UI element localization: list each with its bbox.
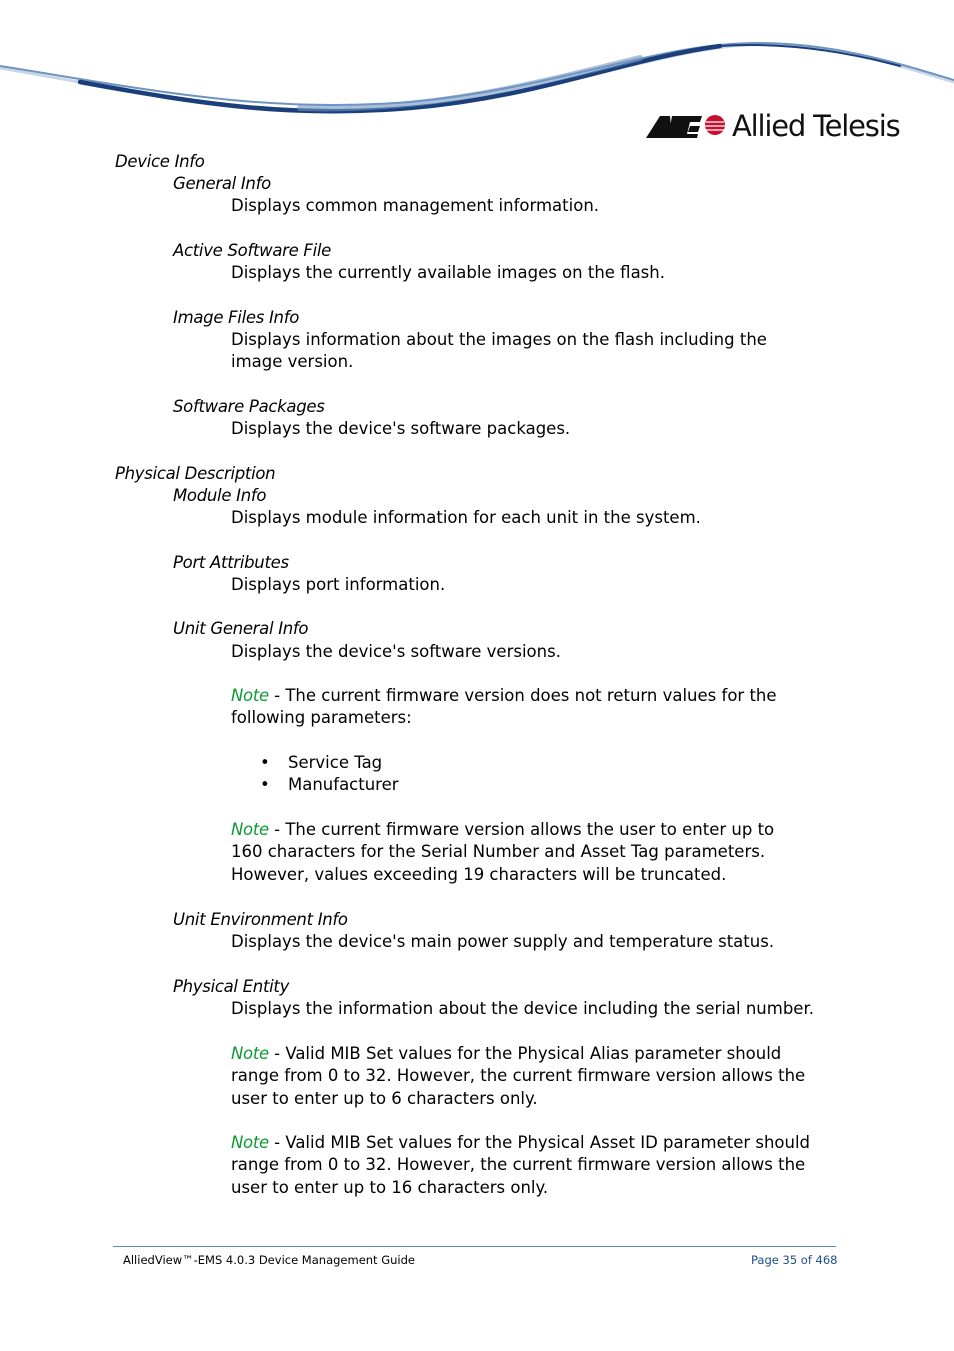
note-physical-entity-1 <box>231 1043 811 1110</box>
note-label: Note <box>231 686 269 705</box>
bullet-dot: • <box>260 753 270 772</box>
note-text: The current firmware version does not return values for the following parameters: <box>231 686 777 728</box>
note-label: Note <box>231 1133 269 1152</box>
item-heading-physical-entity: Physical Entity <box>173 977 290 996</box>
note-separator: - <box>268 1133 286 1152</box>
footer-divider <box>113 1246 836 1247</box>
list-item <box>231 752 399 774</box>
note-label: Note <box>231 820 269 839</box>
item-desc-general-info: Displays common management information. <box>231 196 600 215</box>
item-desc-port-attributes: Displays port information. <box>231 575 446 594</box>
bullet-list <box>231 752 399 797</box>
item-heading-active-software-file: Active Software File <box>173 241 332 260</box>
note-text: Valid MIB Set values for the Physical Asset ID parameter should range from 0 to 32. However, the current firmware version allows the user to enter up to 16 characters only. <box>231 1133 811 1197</box>
item-desc-image-files-info: Displays information about the images on the flash including the image version. <box>231 330 767 372</box>
note-separator: - <box>268 686 286 705</box>
allied-telesis-mark-icon <box>646 112 726 140</box>
item-desc-module-info: Displays module information for each unit in the system. <box>231 508 701 527</box>
note-unit-general-1 <box>231 685 843 730</box>
section-heading-physical-description: Physical Description <box>115 464 276 483</box>
item-desc-physical-entity: Displays the information about the device including the serial number. <box>231 999 814 1018</box>
item-heading-image-files-info: Image Files Info <box>173 308 299 327</box>
note-separator: - <box>268 820 286 839</box>
footer-document-title: AlliedView™-EMS 4.0.3 Device Management Guide <box>123 1253 415 1267</box>
note-physical-entity-2 <box>231 1132 836 1199</box>
bullet-dot: • <box>260 775 270 795</box>
item-desc-software-packages: Displays the device's software packages. <box>231 419 571 438</box>
item-heading-software-packages: Software Packages <box>173 397 325 416</box>
item-heading-general-info: General Info <box>173 174 271 193</box>
brand-name: Allied Telesis <box>732 109 900 143</box>
item-heading-port-attributes: Port Attributes <box>173 553 289 572</box>
footer-page-number: Page 35 of 468 <box>751 1253 838 1267</box>
item-heading-module-info: Module Info <box>173 486 267 505</box>
note-label: Note <box>231 1044 269 1063</box>
note-unit-general-2 <box>231 819 801 886</box>
item-desc-active-software-file: Displays the currently available images on the flash. <box>231 263 665 282</box>
item-desc-unit-environment-info: Displays the device's main power supply and temperature status. <box>231 932 775 951</box>
list-item-text: Service Tag <box>288 753 383 772</box>
note-text: The current firmware version allows the user to enter up to 160 characters for the Serial Number and Asset Tag parameters. However, values exceeding 19 characters will be truncated. <box>231 820 775 884</box>
list-item <box>231 774 399 796</box>
list-item-text: Manufacturer <box>288 775 399 795</box>
note-separator: - <box>268 1044 286 1063</box>
allied-telesis-logo <box>646 108 899 144</box>
note-text: Valid MIB Set values for the Physical Alias parameter should range from 0 to 32. However, the current firmware version allows the user to enter up to 6 characters only. <box>231 1044 806 1108</box>
section-heading-device-info: Device Info <box>115 152 205 171</box>
item-heading-unit-general-info: Unit General Info <box>173 619 309 638</box>
item-desc-unit-general-info: Displays the device's software versions. <box>231 642 561 661</box>
item-heading-unit-environment-info: Unit Environment Info <box>173 910 348 929</box>
